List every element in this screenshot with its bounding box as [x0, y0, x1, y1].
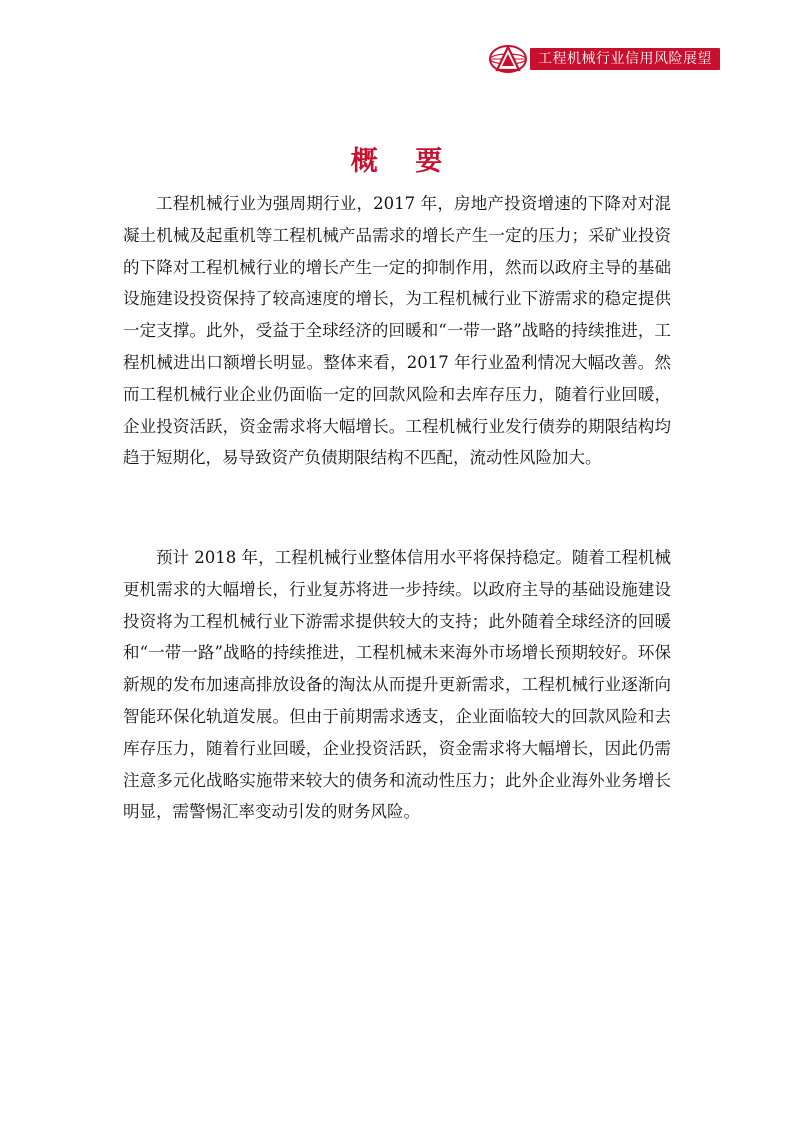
summary-paragraph-2: 预计 2018 年，工程机械行业整体信用水平将保持稳定。随着工程机械更机需求的大幅增长，行业复苏将进一步持续。以政府主导的基础设施建设投资将为工程机械行业下游需求提供较大的支持；此外随着全球经济的回暖和“一带一路”战略的持续推进，工程机械未来海外市场增长预期较好。环保新规的发布加速高排放设备的淘汰从而提升更新需求，工程机械行业逐渐向智能环保化轨道发展。但由于前期需求透支，企业面临较大的回款风险和去库存压力，随着行业回暖，企业投资活跃，资金需求将大幅增长，因此仍需注意多元化战略实施带来较大的债务和流动性压力；此外企业海外业务增长明显，需警惕汇率变动引发的财务风险。 [123, 548, 671, 822]
summary-paragraph-1: 工程机械行业为强周期行业，2017 年，房地产投资增速的下降对对混凝土机械及起重机等工程机械产品需求的增长产生一定的压力；采矿业投资的下降对工程机械行业的增长产生一定的抑制作用，然而以政府主导的基础设施建设投资保持了较高速度的增长，为工程机械行业下游需求的稳定提供一定支撑。此外，受益于全球经济的回暖和“一带一路”战略的持续推进，工程机械进出口额增长明显。整体来看，2017 年行业盈利情况大幅改善。然而工程机械行业企业仍面临一定的回款风险和去库存压力，随着行业回暖，企业投资活跃，资金需求将大幅增长。工程机械行业发行债券的期限结构均趋于短期化，易导致资产负债期限结构不匹配，流动性风险加大。 [123, 194, 671, 468]
page-title: 概 要 [350, 146, 457, 177]
report-series-tag: 工程机械行业信用风险展望 [530, 48, 720, 70]
page-header [488, 44, 720, 74]
triangle-globe-logo-icon [488, 44, 528, 74]
